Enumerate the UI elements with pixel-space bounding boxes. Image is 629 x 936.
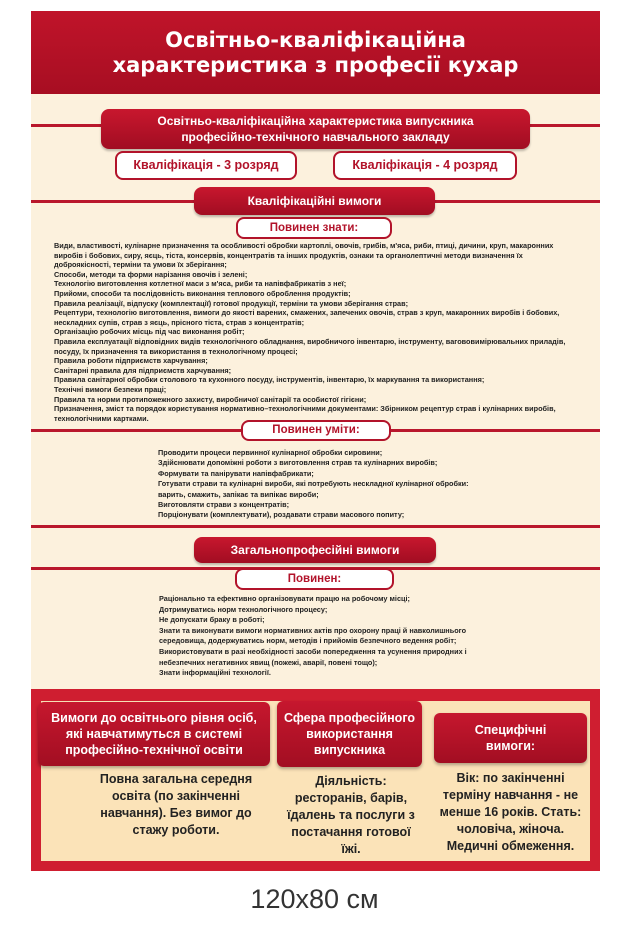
list-item: Проводити процеси первинної кулінарної обробки сировини; (158, 448, 383, 457)
divider (31, 525, 600, 528)
list-item: Знати інформаційні технології. (159, 668, 271, 678)
list-item: Правила та норми протипожежного захисту, виробничої санітарії та особистої гігієни; (54, 394, 367, 404)
list-item: Готувати страви та кулінарні вироби, які потребують нескладної кулінарної обробки: варить, смажить, запікає та випікає вироби; (158, 479, 469, 499)
list-item: Види, властивості, кулінарне призначення та особливості обробки картоплі, овочів, грибів, м'яса, риби, птиці, дичини, круп, макаронних виробів і бобових, сиру, яєць, тіста, консервів, концентратів та інших продуктів, ознаки та органолептичні методи визначення їх доброякісності, терміни та умови їх зберігання; (54, 241, 554, 270)
list-item: Виготовляти страви з концентратів; (158, 500, 290, 510)
list-item: Призначення, зміст та порядок користування нормативно–технологічними документами: Збірником рецептур страв і кулінарних виробів, технологічними картками. (54, 404, 556, 423)
size-label: 120x80 см (250, 884, 379, 914)
list-item: Технологію виготовлення котлетної маси з м'яса, риби та напівфабрикатів з неї; (54, 279, 347, 289)
list-item: Технічні вимоги безпеки праці; (54, 384, 167, 394)
qualification-4-badge (333, 151, 517, 180)
education-requirements-header (38, 702, 270, 766)
education-requirements-text (96, 771, 256, 839)
must-know-header-label: Повинен знати: (269, 222, 359, 234)
specific-requirements-value: Вік: по закінченні терміну навчання - не менше 16 років. Стать: чоловіча, жіноча. Медичні обмеження. (439, 771, 582, 853)
poster-title (56, 28, 576, 78)
list-item: Формувати та панірувати напівфабрикати; (158, 468, 314, 478)
must-do-header-label: Повинен уміти: (272, 424, 360, 436)
list-item: Не допускати браку в роботі; (159, 615, 265, 625)
qualification-4-label: Кваліфікація - 4 розряд (352, 158, 498, 172)
list-item: Порціонувати (комплектувати), роздавати страви масового попиту; (158, 510, 405, 520)
list-item: Організацію робочих місць під час виконання робіт; (54, 327, 245, 337)
list-item: Правила реалізації, відпуску (комплектації) готової продукції, терміни та умови зберігання страв; (54, 298, 409, 308)
qualification-3-label: Кваліфікація - 3 розряд (133, 158, 279, 172)
requirements-header-label: Кваліфікаційні вимоги (247, 194, 382, 208)
general-header-label: Загальнопрофесійні вимоги (230, 543, 400, 557)
subtitle-box (101, 109, 530, 149)
subtitle-line-2: професійно-технічного навчального закладу (181, 130, 450, 144)
general-must-header-label: Повинен: (287, 573, 342, 585)
list-item: Дотримуватись норм технологічного процесу; (159, 604, 328, 614)
list-item: Санітарні правила для підприємств харчування; (54, 365, 232, 375)
education-requirements-label: Вимоги до освітнього рівня осіб, які навчатимуться в системі професійно-технічної освіти (51, 711, 257, 757)
list-item: Рецептури, технологію виготовлення, вимоги до якості варених, смажених, запечених овочів, страв з круп, макаронних виробів і бобових, нескладних супів, страв з яєць, прісного тіста, страв з концентратів; (54, 308, 560, 327)
title-banner (31, 11, 600, 94)
subtitle-line-1: Освітньо-кваліфікаційна характеристика випускника (157, 114, 474, 128)
professional-scope-label: Сфера професійного використання випускника (284, 711, 415, 757)
title-line-1: Освітньо-кваліфікаційна (165, 27, 466, 52)
general-header (194, 537, 436, 563)
must-do-list (158, 448, 488, 521)
education-requirements-value: Повна загальна середня освіта (по закінченні навчання). Без вимог до стажу роботи. (99, 772, 253, 837)
professional-scope-header (277, 701, 422, 767)
list-item: Прийоми, способи та послідовність виконання теплового оброблення продуктів; (54, 288, 351, 298)
list-item: Використовувати в разі необхідності засоби попередження та усунення природних і небезпечних негативних явищ (пожежі, аварії, повені тощо); (159, 646, 467, 667)
general-must-header (235, 568, 394, 590)
list-item: Правила експлуатації відповідних видів технологічного обладнання, виробничого інвентарю, інструменту, вагововимірювальних приладів, посуду, їх призначення та використання в технологічному процесі; (54, 336, 566, 356)
list-item: Правила санітарної обробки столового та кухонного посуду, інструментів, інвентарю, їх маркування та використання; (54, 375, 485, 385)
poster (31, 11, 600, 871)
list-item: Способи, методи та форми нарізання овочів і зелені; (54, 269, 248, 279)
must-know-list (54, 241, 580, 423)
specific-requirements-header (434, 713, 587, 763)
title-line-2: характеристика з професії кухар (112, 52, 519, 77)
list-item: Знати та виконувати вимоги нормативних актів про охорону праці й навколишнього середовища, додержуватись норм, методів і прийомів безпечного ведення робіт; (159, 625, 467, 646)
specific-requirements-text (433, 770, 588, 855)
qualification-3-badge (115, 151, 297, 180)
specific-requirements-label: Специфічні вимоги: (474, 723, 547, 753)
must-do-header (241, 420, 391, 441)
list-item: Правила роботи підприємств харчування; (54, 356, 208, 366)
general-must-list (159, 594, 477, 679)
must-know-header (236, 217, 392, 239)
professional-scope-text (282, 773, 420, 858)
requirements-header (194, 187, 435, 215)
list-item: Здійснювати допоміжні роботи з виготовлення страв та кулінарних виробів; (158, 458, 438, 468)
professional-scope-value: Діяльність: ресторанів, барів, їдалень та послуги з постачання готової їжі. (287, 774, 415, 856)
list-item: Раціонально та ефективно організовувати працю на робочому місці; (159, 594, 410, 603)
